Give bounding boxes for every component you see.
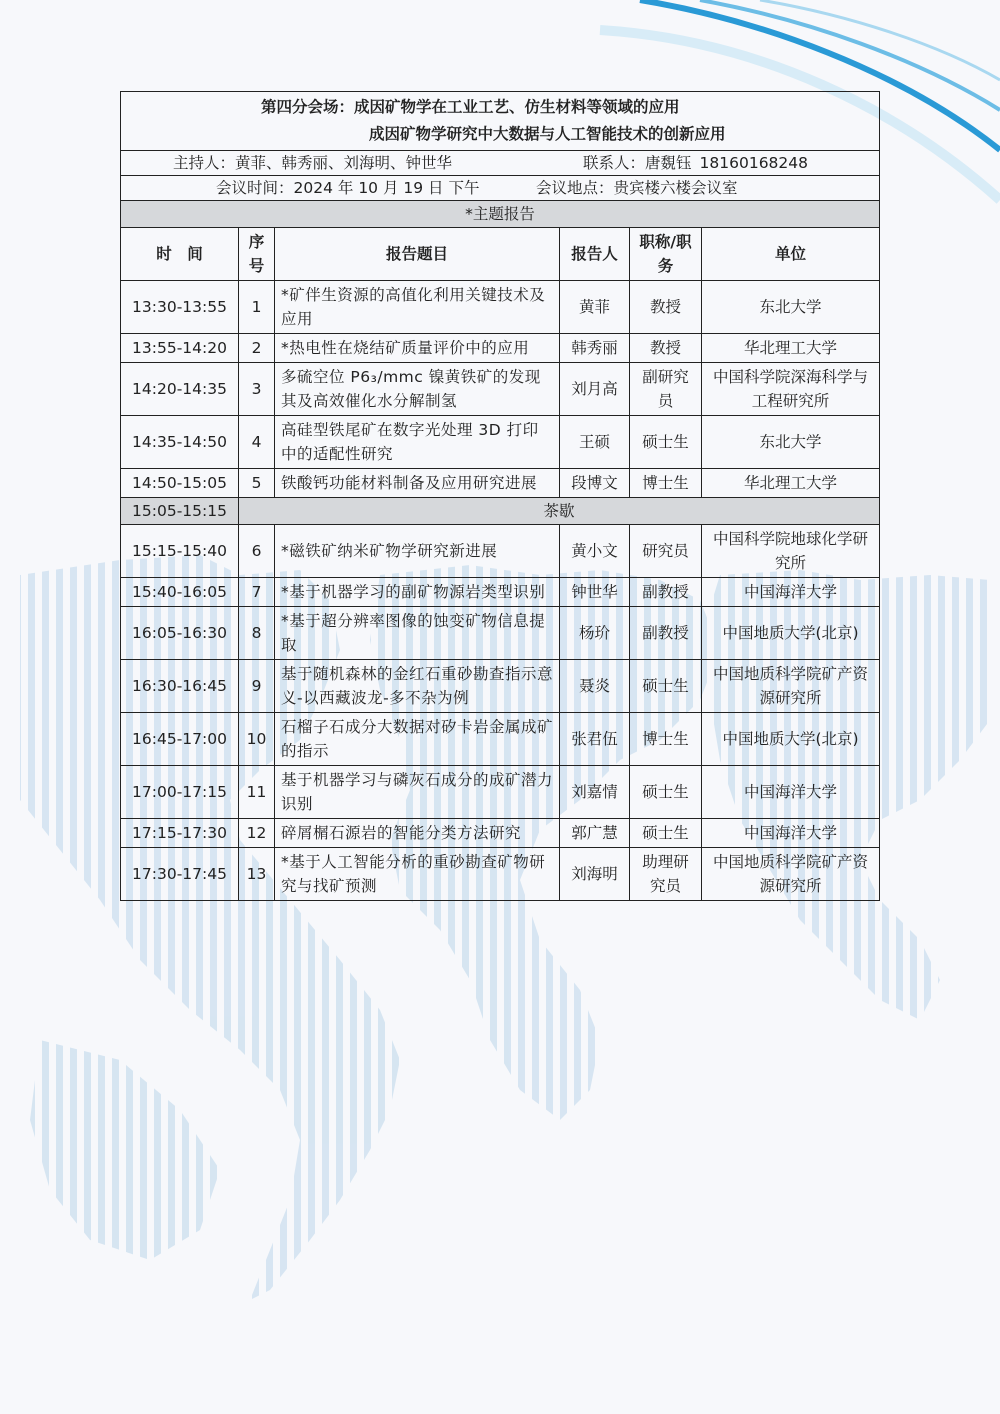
- header-unit: 单位: [702, 228, 880, 281]
- row-time: 14:20-14:35: [121, 363, 239, 416]
- row-time: 17:00-17:15: [121, 766, 239, 819]
- row-speaker: 黄小文: [560, 525, 630, 578]
- row-unit: 东北大学: [702, 281, 880, 334]
- contact-phone: 18160168248: [699, 154, 809, 172]
- row-position: 硕士生: [630, 660, 702, 713]
- break-label: 茶歇: [239, 498, 880, 525]
- header-speaker: 报告人: [560, 228, 630, 281]
- row-speaker: 聂炎: [560, 660, 630, 713]
- hosts-row: [121, 151, 880, 176]
- row-no: 9: [239, 660, 275, 713]
- row-time: 15:40-16:05: [121, 578, 239, 607]
- row-position: 副研究员: [630, 363, 702, 416]
- table-row: [121, 766, 880, 819]
- row-time: 13:55-14:20: [121, 334, 239, 363]
- row-unit: 中国海洋大学: [702, 819, 880, 848]
- row-time: 16:45-17:00: [121, 713, 239, 766]
- table-row: [121, 607, 880, 660]
- row-unit: 中国科学院地球化学研究所: [702, 525, 880, 578]
- row-time: 17:15-17:30: [121, 819, 239, 848]
- row-unit: 华北理工大学: [702, 469, 880, 498]
- row-no: 12: [239, 819, 275, 848]
- row-topic: 基于机器学习与磷灰石成分的成矿潜力识别: [275, 766, 560, 819]
- contact-name: 唐覣钰: [645, 154, 692, 172]
- contact-label: 联系人：: [583, 154, 646, 172]
- header-topic: 报告题目: [275, 228, 560, 281]
- row-topic: *矿伴生资源的高值化利用关键技术及应用: [275, 281, 560, 334]
- row-topic: *热电性在烧结矿质量评价中的应用: [275, 334, 560, 363]
- table-row: [121, 848, 880, 901]
- header-position: 职称/职务: [630, 228, 702, 281]
- row-unit: 中国地质科学院矿产资源研究所: [702, 848, 880, 901]
- row-speaker: 钟世华: [560, 578, 630, 607]
- section-row: [121, 201, 880, 228]
- row-topic: 碎屑榍石源岩的智能分类方法研究: [275, 819, 560, 848]
- hosts-label: 主持人：: [173, 154, 236, 172]
- row-no: 6: [239, 525, 275, 578]
- row-topic: 铁酸钙功能材料制备及应用研究进展: [275, 469, 560, 498]
- row-topic: *磁铁矿纳米矿物学研究新进展: [275, 525, 560, 578]
- row-speaker: 张君伍: [560, 713, 630, 766]
- time-place-row: [121, 176, 880, 201]
- row-no: 3: [239, 363, 275, 416]
- row-time: 16:05-16:30: [121, 607, 239, 660]
- header-time: 时 间: [121, 228, 239, 281]
- row-position: 硕士生: [630, 416, 702, 469]
- row-position: 硕士生: [630, 819, 702, 848]
- session-title-row: [121, 92, 880, 151]
- row-unit: 中国海洋大学: [702, 578, 880, 607]
- row-unit: 中国地质科学院矿产资源研究所: [702, 660, 880, 713]
- row-speaker: 段博文: [560, 469, 630, 498]
- row-time: 13:30-13:55: [121, 281, 239, 334]
- row-speaker: 韩秀丽: [560, 334, 630, 363]
- row-no: 7: [239, 578, 275, 607]
- row-unit: 东北大学: [702, 416, 880, 469]
- row-unit: 中国科学院深海科学与工程研究所: [702, 363, 880, 416]
- row-position: 副教授: [630, 578, 702, 607]
- row-time: 16:30-16:45: [121, 660, 239, 713]
- row-no: 13: [239, 848, 275, 901]
- time-label: 会议时间：: [216, 179, 294, 197]
- table-row: [121, 469, 880, 498]
- row-topic: 多硫空位 P6₃/mmc 镍黄铁矿的发现其及高效催化水分解制氢: [275, 363, 560, 416]
- row-speaker: 刘海明: [560, 848, 630, 901]
- row-no: 5: [239, 469, 275, 498]
- row-topic: *基于人工智能分析的重砂勘查矿物研究与找矿预测: [275, 848, 560, 901]
- row-position: 硕士生: [630, 766, 702, 819]
- time-value: 2024 年 10 月 19 日 下午: [293, 179, 480, 197]
- row-position: 副教授: [630, 607, 702, 660]
- row-no: 8: [239, 607, 275, 660]
- row-speaker: 刘月高: [560, 363, 630, 416]
- table-row: [121, 525, 880, 578]
- table-row: [121, 713, 880, 766]
- place-value: 贵宾楼六楼会议室: [613, 179, 738, 197]
- row-position: 博士生: [630, 469, 702, 498]
- row-speaker: 黄菲: [560, 281, 630, 334]
- break-row: [121, 498, 880, 525]
- row-speaker: 杨玠: [560, 607, 630, 660]
- header-no: 序号: [239, 228, 275, 281]
- section-label: *主题报告: [121, 201, 880, 228]
- row-position: 助理研究员: [630, 848, 702, 901]
- row-position: 教授: [630, 281, 702, 334]
- table-row: [121, 660, 880, 713]
- row-unit: 中国地质大学(北京): [702, 713, 880, 766]
- place-label: 会议地点：: [536, 179, 614, 197]
- row-time: 14:35-14:50: [121, 416, 239, 469]
- table-row: [121, 281, 880, 334]
- row-no: 4: [239, 416, 275, 469]
- table-header-row: [121, 228, 880, 281]
- row-topic: 石榴子石成分大数据对矽卡岩金属成矿的指示: [275, 713, 560, 766]
- table-row: [121, 819, 880, 848]
- row-unit: 华北理工大学: [702, 334, 880, 363]
- schedule-table: [120, 91, 880, 901]
- row-no: 1: [239, 281, 275, 334]
- table-row: [121, 334, 880, 363]
- hosts-value: 黄菲、韩秀丽、刘海明、钟世华: [235, 154, 453, 172]
- row-topic: 高硅型铁尾矿在数字光处理 3D 打印中的适配性研究: [275, 416, 560, 469]
- row-speaker: 郭广慧: [560, 819, 630, 848]
- row-position: 研究员: [630, 525, 702, 578]
- row-topic: *基于机器学习的副矿物源岩类型识别: [275, 578, 560, 607]
- row-no: 10: [239, 713, 275, 766]
- row-topic: 基于随机森林的金红石重砂勘查指示意义-以西藏波龙-多不杂为例: [275, 660, 560, 713]
- row-position: 教授: [630, 334, 702, 363]
- row-speaker: 王硕: [560, 416, 630, 469]
- row-no: 2: [239, 334, 275, 363]
- table-row: [121, 578, 880, 607]
- break-time: 15:05-15:15: [121, 498, 239, 525]
- row-time: 17:30-17:45: [121, 848, 239, 901]
- table-row: [121, 416, 880, 469]
- row-unit: 中国地质大学(北京): [702, 607, 880, 660]
- row-time: 14:50-15:05: [121, 469, 239, 498]
- row-time: 15:15-15:40: [121, 525, 239, 578]
- row-no: 11: [239, 766, 275, 819]
- table-row: [121, 363, 880, 416]
- session-title-line2: 成因矿物学研究中大数据与人工智能技术的创新应用: [369, 125, 726, 143]
- session-title-line1: 第四分会场：成因矿物学在工业工艺、仿生材料等领域的应用: [261, 98, 680, 116]
- row-unit: 中国海洋大学: [702, 766, 880, 819]
- row-topic: *基于超分辨率图像的蚀变矿物信息提取: [275, 607, 560, 660]
- row-speaker: 刘嘉情: [560, 766, 630, 819]
- row-position: 博士生: [630, 713, 702, 766]
